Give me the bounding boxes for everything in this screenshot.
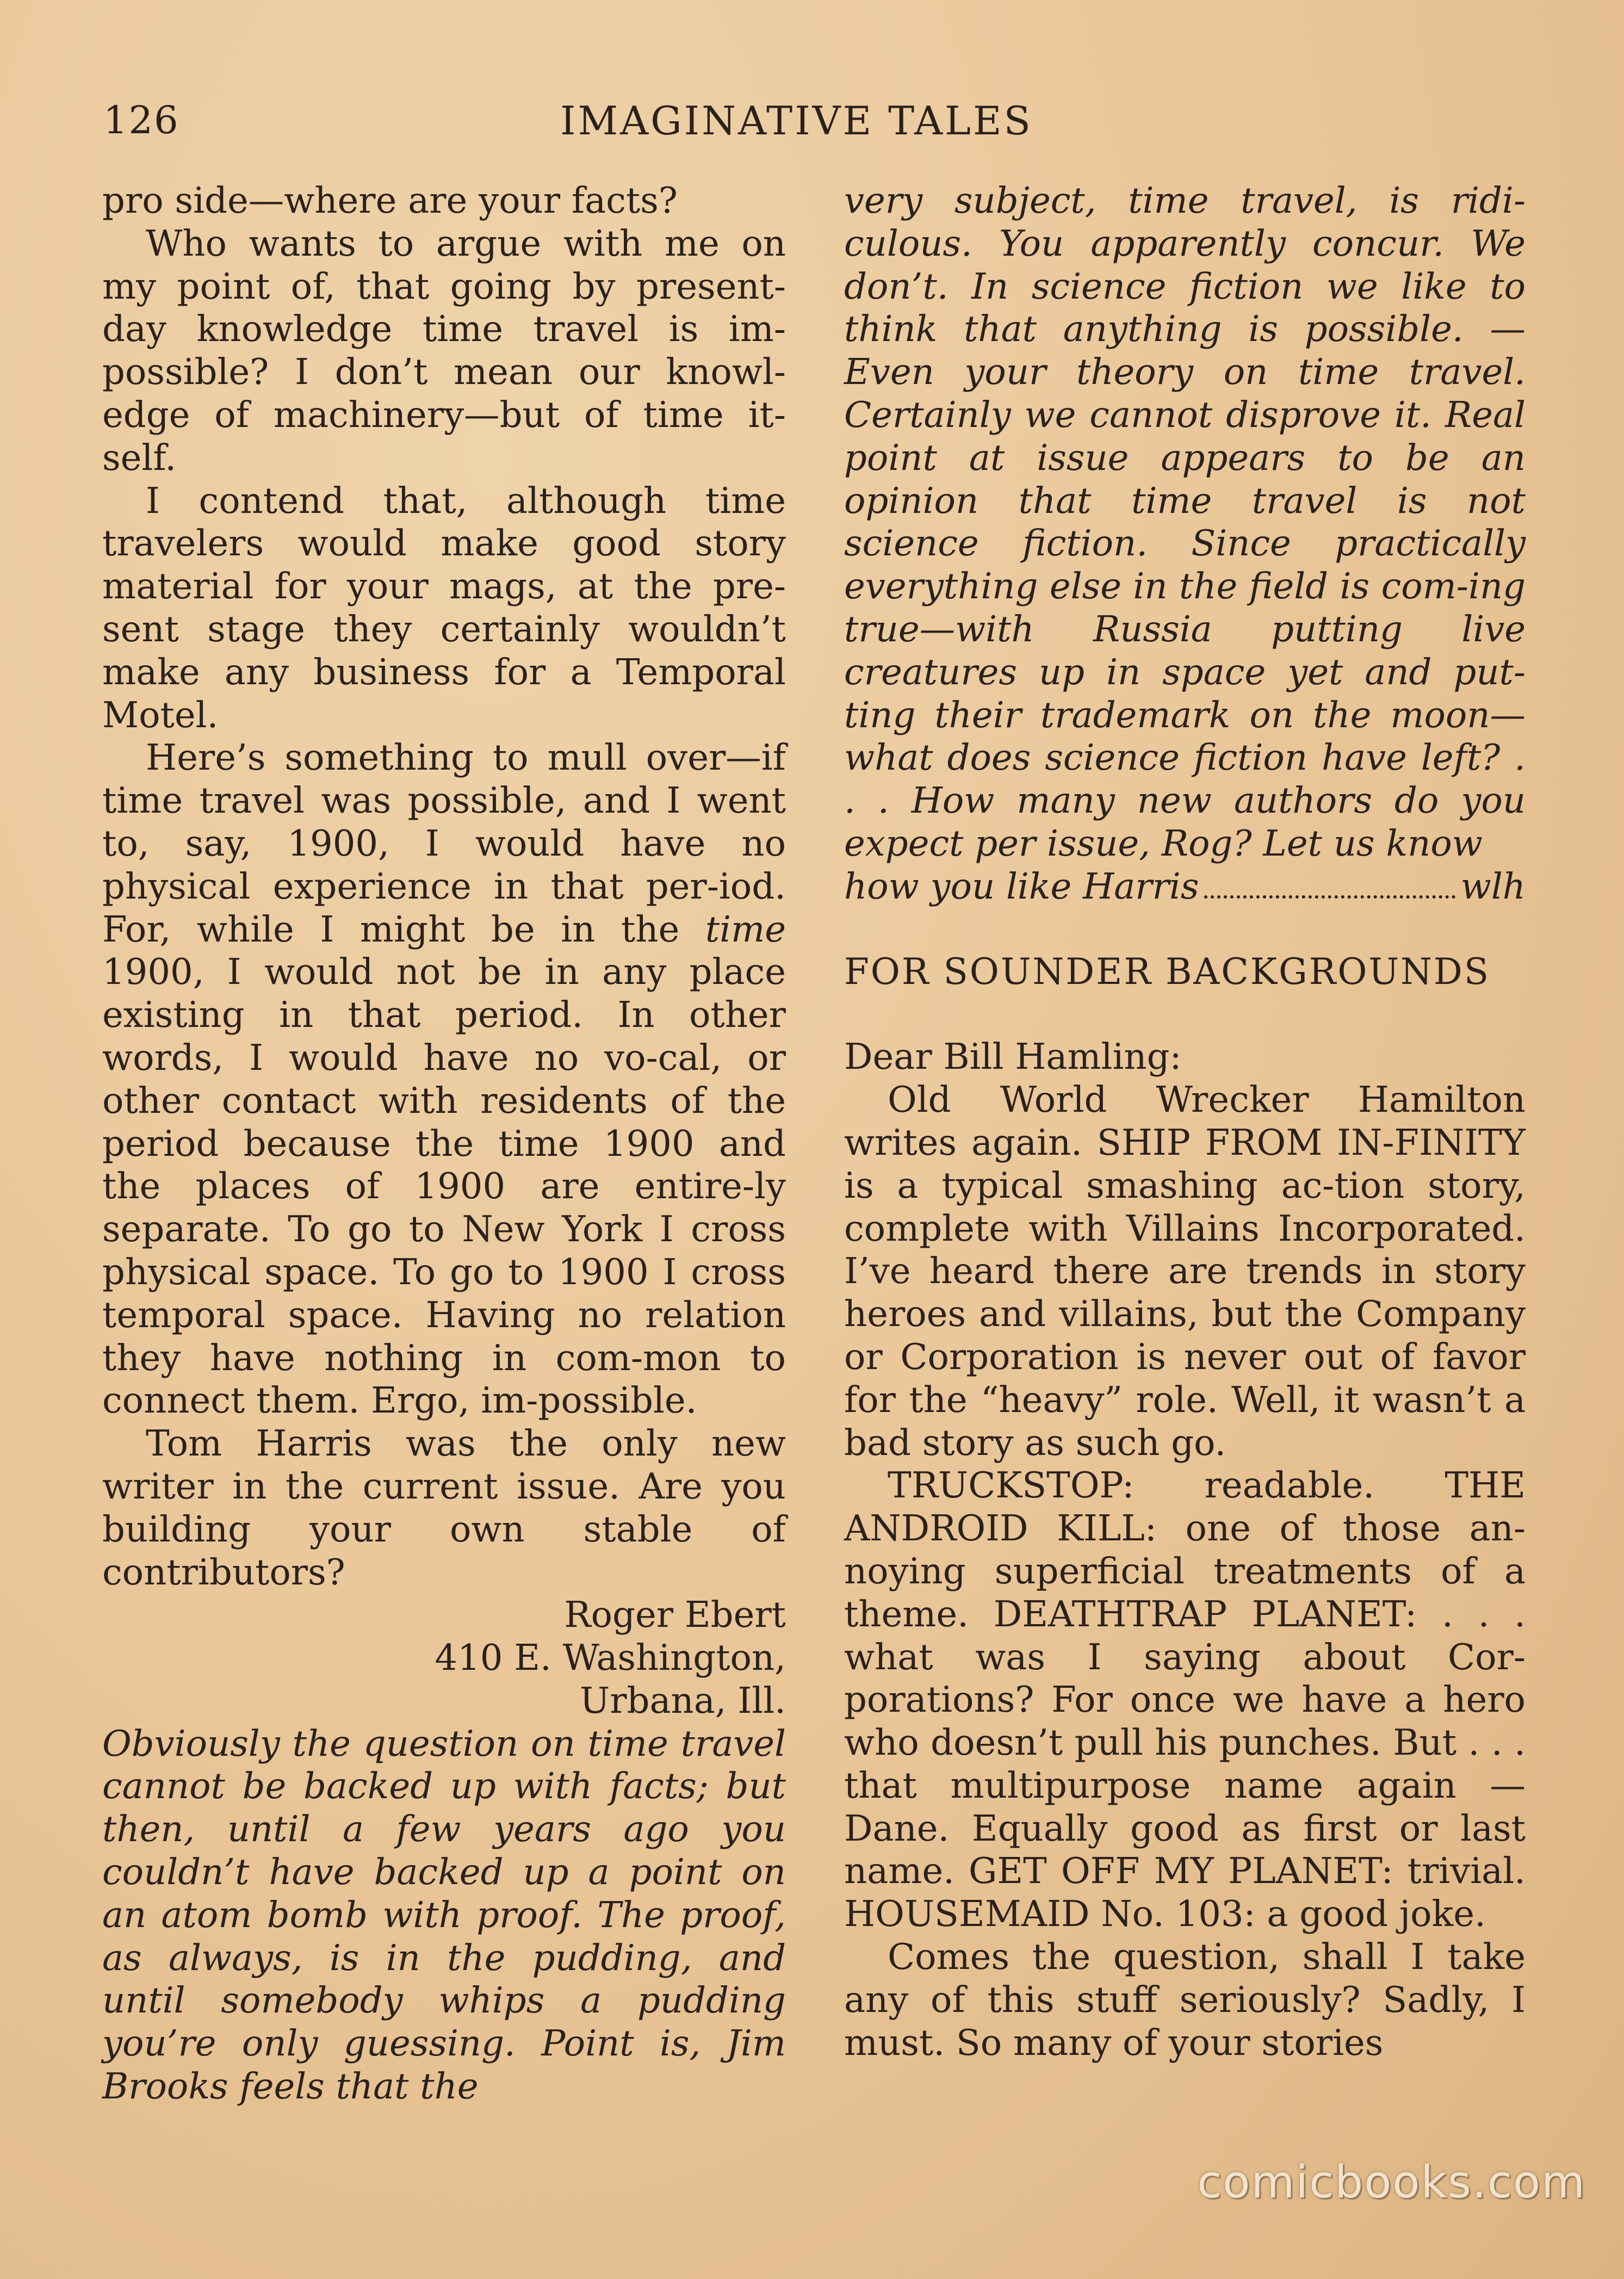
paragraph: pro side—where are your facts? [102, 180, 678, 221]
editor-reply: Obviously the question on time travel cannot be backed up with facts; but then, until a few years ago you couldn’t have backed up a point on an atom bomb with proof. The proof, as always, is in the pudding, and until somebody whips a pudding you’re only guessing. Point is, Jim Brooks feels that the [102, 1723, 786, 2108]
dot-leader [1204, 895, 1455, 899]
paragraph: Who wants to argue with me on my point of, that going by present-day knowledge time travel is im-possible? I don’t mean our knowl-edge of machinery—but of time it-self. [102, 222, 786, 479]
letter-heading: FOR SOUNDER BACKGROUNDS [844, 950, 1491, 993]
signature-city: Urbana, Ill. [580, 1680, 786, 1721]
page-header [0, 98, 1624, 152]
signature-name: Roger Ebert [564, 1594, 786, 1636]
page-number: 126 [103, 98, 179, 143]
paragraph: I contend that, although time travelers would make good story material for your mags, at the pre-sent stage they certainly wouldn’t make any business for a Temporal Motel. [102, 480, 786, 736]
site-watermark: comicbooks.com [1197, 2157, 1586, 2208]
editor-reply-continued: very subject, time travel, is ridi-culous. You apparently concur. We don’t. In science fiction we like to think that anything is possible. —Even your theory on time travel. Certainly we cannot disprove it. Real point at issue appears to be an opinion that time travel is not science fiction. Since practically everything else in the field is com-ing true—with Russia putting live creatures up in space yet and put-ting their trademark on the moon—what does science fiction have left? . . . How many new authors do you expect per issue, Rog? Let us know [844, 180, 1526, 864]
letter-signature [102, 1594, 786, 1722]
right-column [844, 179, 1526, 2064]
paragraph: Tom Harris was the only new writer in the current issue. Are you building your own stable of contributors? [102, 1423, 786, 1593]
salutation: Dear Bill Hamling: [844, 1036, 1182, 1078]
emphasis-text: time [705, 908, 786, 950]
paragraph-text: Here’s something to mull over—if time travel was possible, and I went to, say, 1900, I would have no physical experience in that per-iod. For, while I might be in the [102, 737, 786, 950]
signature-street: 410 E. Washington, [435, 1637, 786, 1679]
editor-reply-closing [844, 865, 1526, 908]
paragraph-text: 1900, I would not be in any place existing in that period. In other words, I would have no vo-cal, or other contact with residents of the period because the time 1900 and the places of 1900 are entire-ly separate. To go to New York I cross physical space. To go to 1900 I cross temporal space. Having no relation they have nothing in com-mon to connect them. Ergo, im-possible. [102, 951, 786, 1422]
paragraph: TRUCKSTOP: readable. THE ANDROID KILL: one of those an-noying superficial treatments of a theme. DEATHTRAP PLANET: . . . what was I saying about Cor-porations? For once we have a hero who doesn’t pull his punches. But . . . that multipurpose name again —Dane. Equally good as first or last name. GET OFF MY PLANET: trivial. HOUSEMAID No. 103: a good joke. [844, 1465, 1526, 1935]
left-column [102, 179, 786, 2108]
editor-initials: wlh [1460, 865, 1526, 907]
paragraph: Comes the question, shall I take any of this stuff seriously? Sadly, I must. So many of your stories [844, 1936, 1526, 2064]
reply-last-line: how you like Harris [844, 865, 1199, 907]
running-title: IMAGINATIVE TALES [560, 98, 1033, 144]
paragraph [102, 736, 786, 1422]
paragraph: Old World Wrecker Hamilton writes again. SHIP FROM IN-FINITY is a typical smashing ac-tion story, complete with Villains Incorporated. I’ve heard there are trends in story heroes and villains, but the Company or Corporation is never out of favor for the “heavy” role. Well, it wasn’t a bad story as such go. [844, 1079, 1526, 1464]
